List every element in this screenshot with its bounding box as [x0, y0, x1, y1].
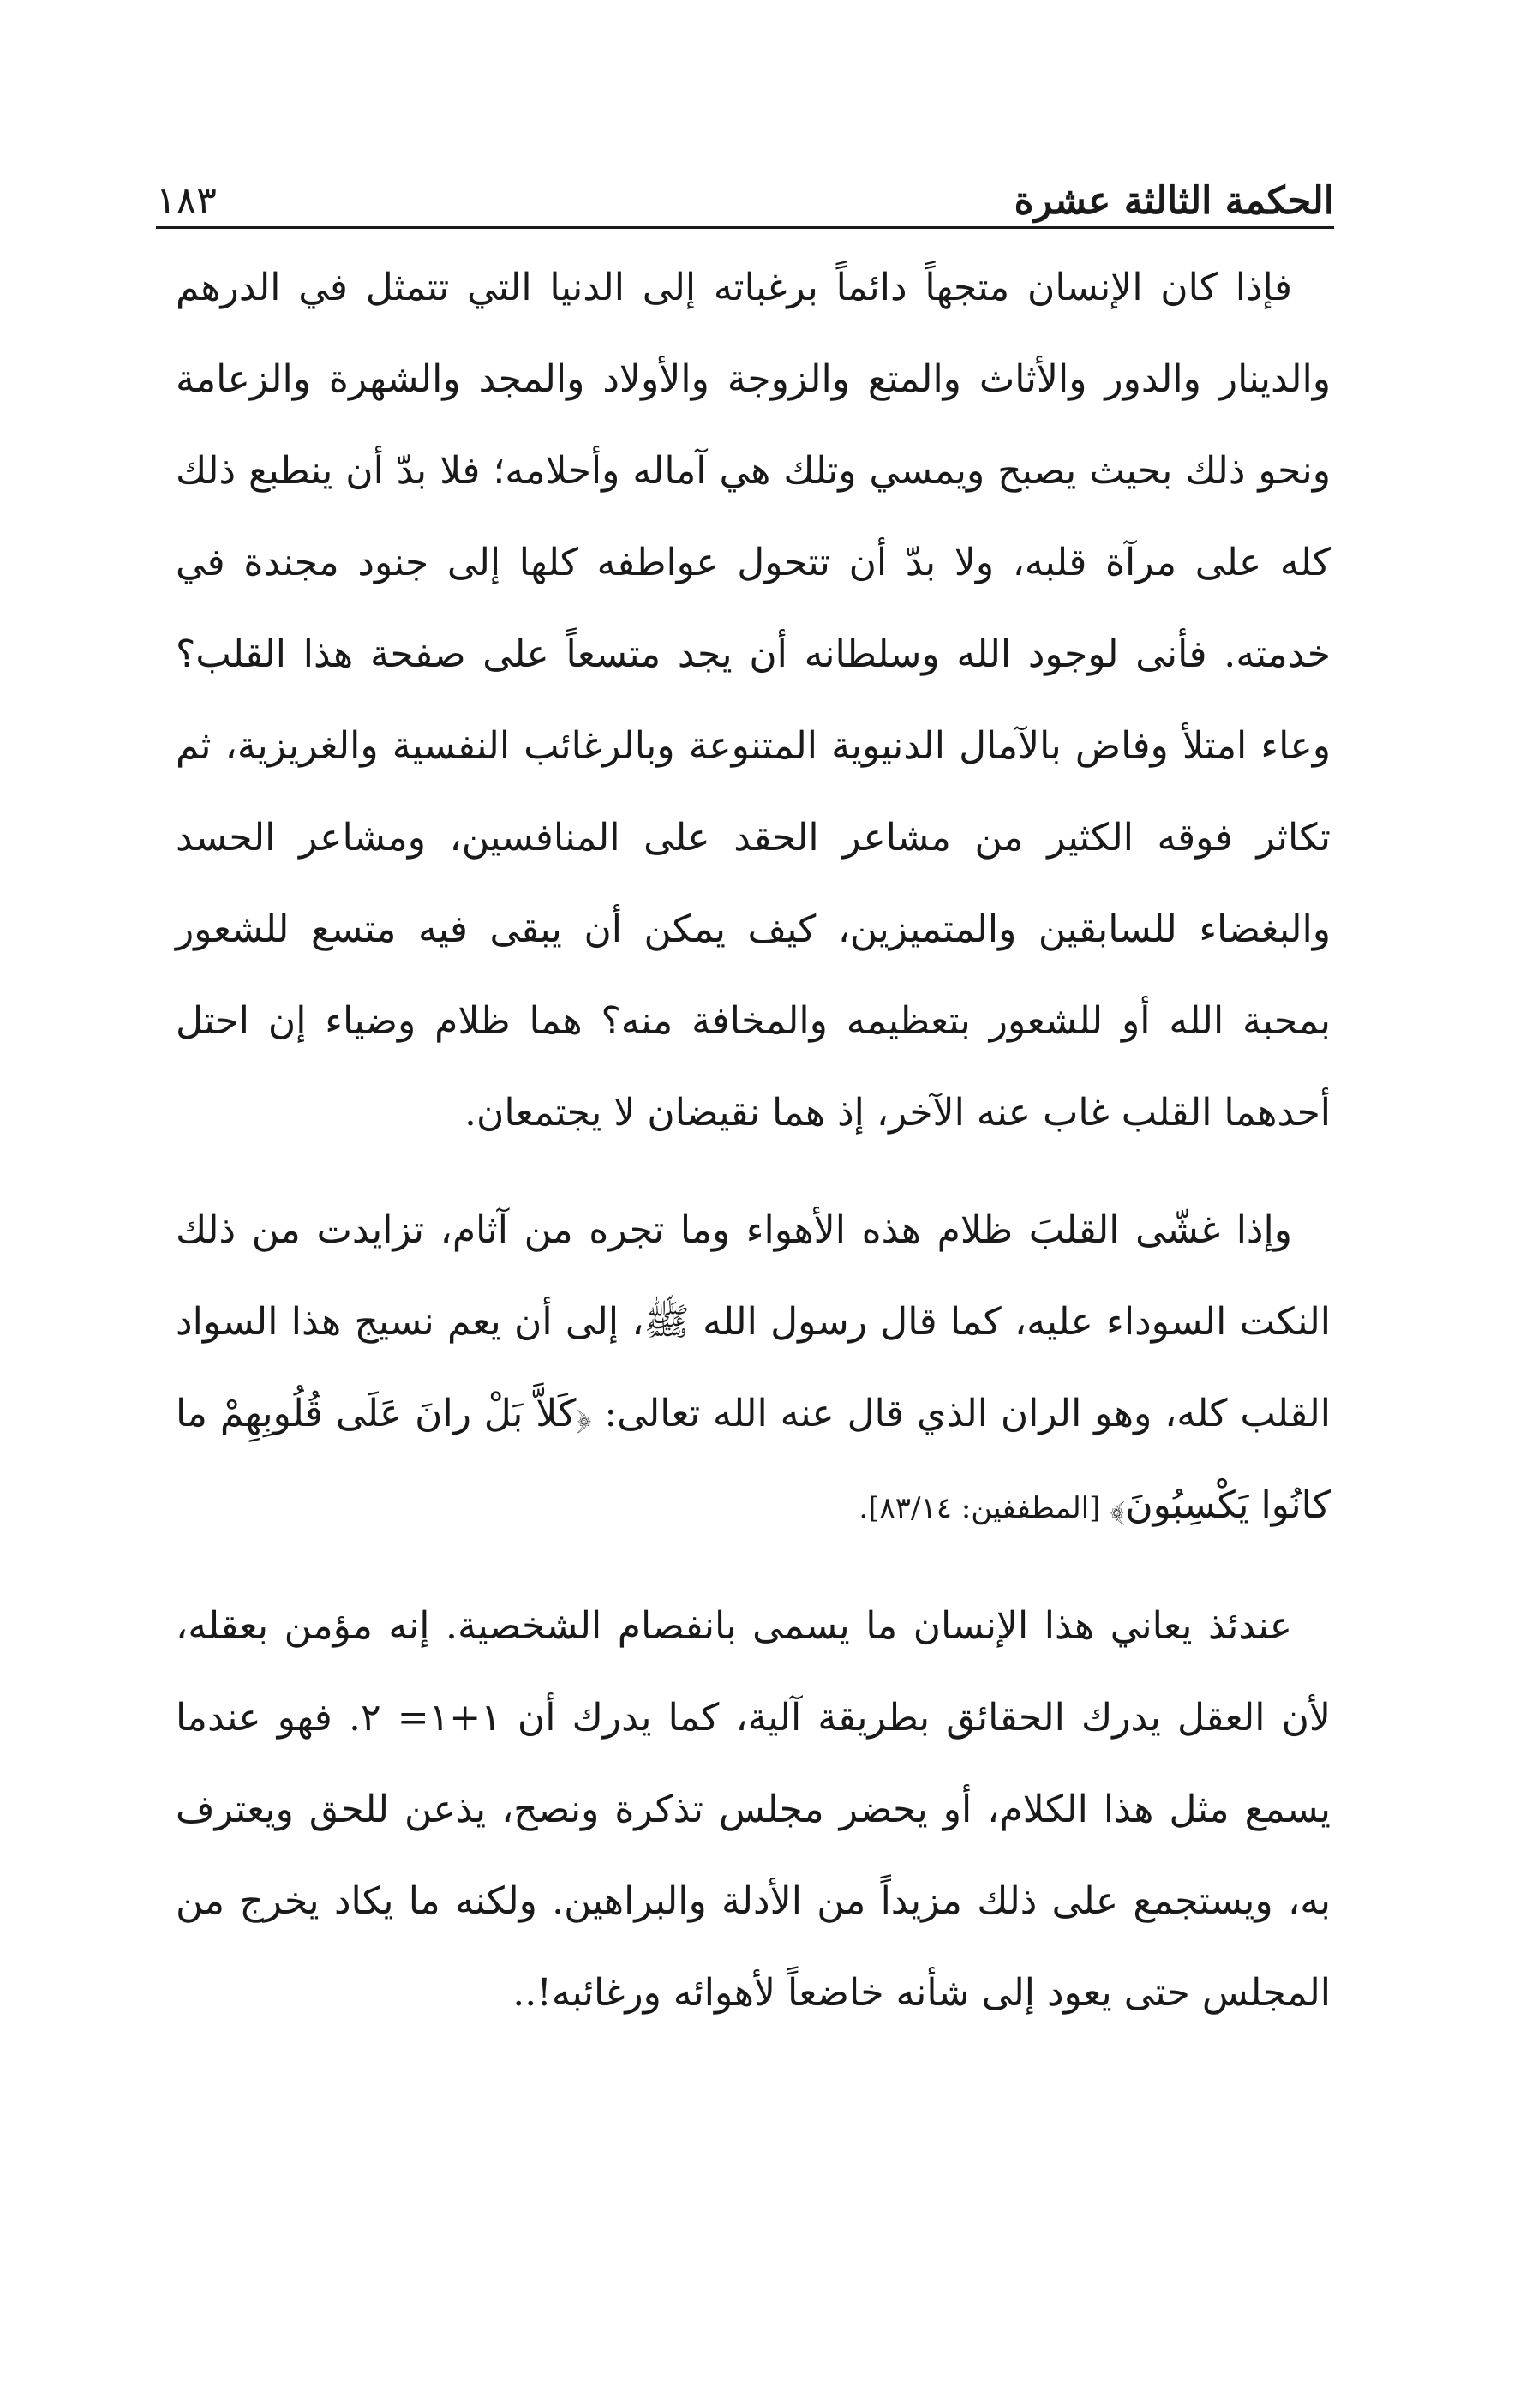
body-text	[176, 242, 1331, 2039]
verse-citation: [المطففين: ٨٣/١٤].	[859, 1491, 1110, 1525]
quran-verse: ﴿كَلاَّ بَلْ رانَ عَلَى قُلُوبِهِمْ ما كانُوا يَكْسِبُونَ﴾	[176, 1392, 1331, 1527]
paragraph-2	[176, 1184, 1331, 1554]
header-rule	[156, 226, 1334, 229]
page-number: ١٨٣	[156, 179, 217, 223]
chapter-title: الحكمة الثالثة عشرة	[1014, 179, 1334, 223]
running-header	[156, 163, 1334, 223]
paragraph-1: فإذا كان الإنسان متجهاً دائماً برغباته إلى الدنيا التي تتمثل في الدرهم والدينار والدور والأثاث والمتع والزوجة والأولاد والمجد والشهرة والزعامة ونحو ذلك بحيث يصبح ويمسي وتلك هي آماله وأحلامه؛ فلا بدّ أن ينطبع ذلك كله على مرآة قلبه، ولا بدّ أن تتحول عواطفه كلها إلى جنود مجندة في خدمته. فأنى لوجود الله وسلطانه أن يجد متسعاً على صفحة هذا القلب؟ وعاء امتلأ وفاض بالآمال الدنيوية المتنوعة وبالرغائب النفسية والغريزية، ثم تكاثر فوقه الكثير من مشاعر الحقد على المنافسين، ومشاعر الحسد والبغضاء للسابقين والمتميزين، كيف يمكن أن يبقى فيه متسع للشعور بمحبة الله أو للشعور بتعظيمه والمخافة منه؟ هما ظلام وضياء إن احتل أحدهما القلب غاب عنه الآخر، إذ هما نقيضان لا يجتمعان.	[176, 266, 1331, 1135]
paragraph-2-text: وإذا غشّى القلبَ ظلام هذه الأهواء وما تجره من آثام، تزايدت من ذلك النكت السوداء عليه، كما قال رسول الله ﷺ، إلى أن يعم نسيج هذا السواد القلب كله، وهو الران الذي قال عنه الله تعالى:	[176, 1208, 1331, 1435]
paragraph-3: عندئذ يعاني هذا الإنسان ما يسمى بانفصام الشخصية. إنه مؤمن بعقله، لأن العقل يدرك الحقائق بطريقة آلية، كما يدرك أن ١+١= ٢. فهو عندما يسمع مثل هذا الكلام، أو يحضر مجلس تذكرة ونصح، يذعن للحق ويعترف به، ويستجمع على ذلك مزيداً من الأدلة والبراهين. ولكنه ما يكاد يخرج من المجلس حتى يعود إلى شأنه خاضعاً لأهوائه ورغائبه!..	[176, 1604, 1331, 2015]
